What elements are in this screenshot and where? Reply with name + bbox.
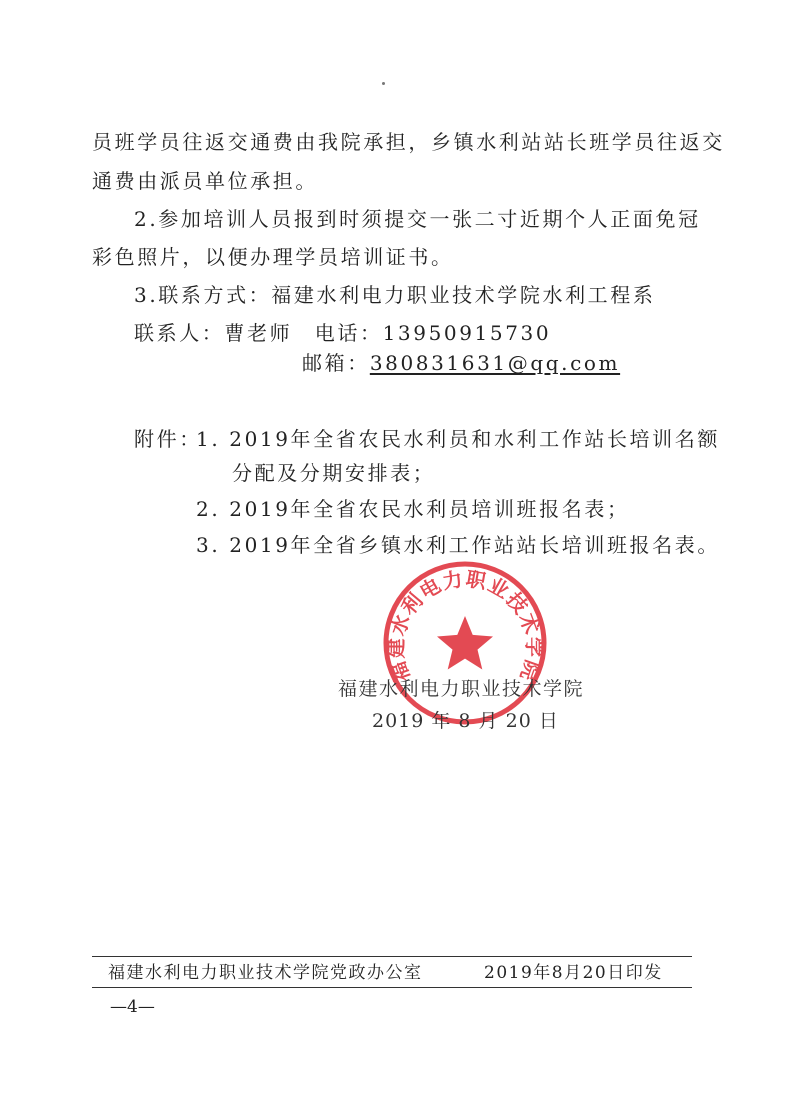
item-3-line: 3.联系方式：福建水利电力职业技术学院水利工程系 — [134, 283, 656, 307]
official-seal — [380, 558, 550, 728]
email-line — [302, 351, 620, 375]
email-label: 邮箱： — [302, 351, 370, 375]
contact-line: 联系人：曹老师 电话：13950915730 — [134, 321, 552, 345]
footer-issuer: 福建水利电力职业技术学院党政办公室 — [108, 963, 423, 983]
signature-org: 福建水利电力职业技术学院 — [338, 678, 585, 700]
attachment-item-3: 3. 2019年全省乡镇水利工作站站长培训班报名表。 — [196, 533, 720, 557]
attachment-item-2: 2. 2019年全省农民水利员培训班报名表； — [196, 497, 630, 521]
paragraph-line: 通费由派员单位承担。 — [92, 169, 318, 193]
attachments-label: 附件： — [134, 427, 202, 451]
item-2-line: 2.参加培训人员报到时须提交一张二寸近期个人正面免冠 — [134, 207, 701, 231]
item-2-line: 彩色照片，以便办理学员培训证书。 — [92, 245, 454, 269]
paragraph-line: 员班学员往返交通费由我院承担，乡镇水利站站长班学员往返交 — [92, 130, 725, 154]
star-icon — [437, 616, 493, 670]
footer-bottom-rule — [92, 987, 692, 988]
attachment-item-1: 1. 2019年全省农民水利员和水利工作站长培训名额 — [196, 427, 720, 451]
signature-date: 2019 年 8 月 20 日 — [372, 710, 559, 732]
email-link[interactable]: 380831631@qq.com — [369, 351, 621, 375]
seal-text: 福建水利电力职业技术学院 — [383, 566, 547, 686]
attachment-item-1-continued: 分配及分期安排表； — [232, 461, 436, 485]
footer-print-date: 2019年8月20日印发 — [484, 963, 663, 983]
page-number: —4— — [110, 997, 155, 1017]
footer-top-rule — [92, 956, 692, 957]
scan-dot — [382, 82, 385, 85]
